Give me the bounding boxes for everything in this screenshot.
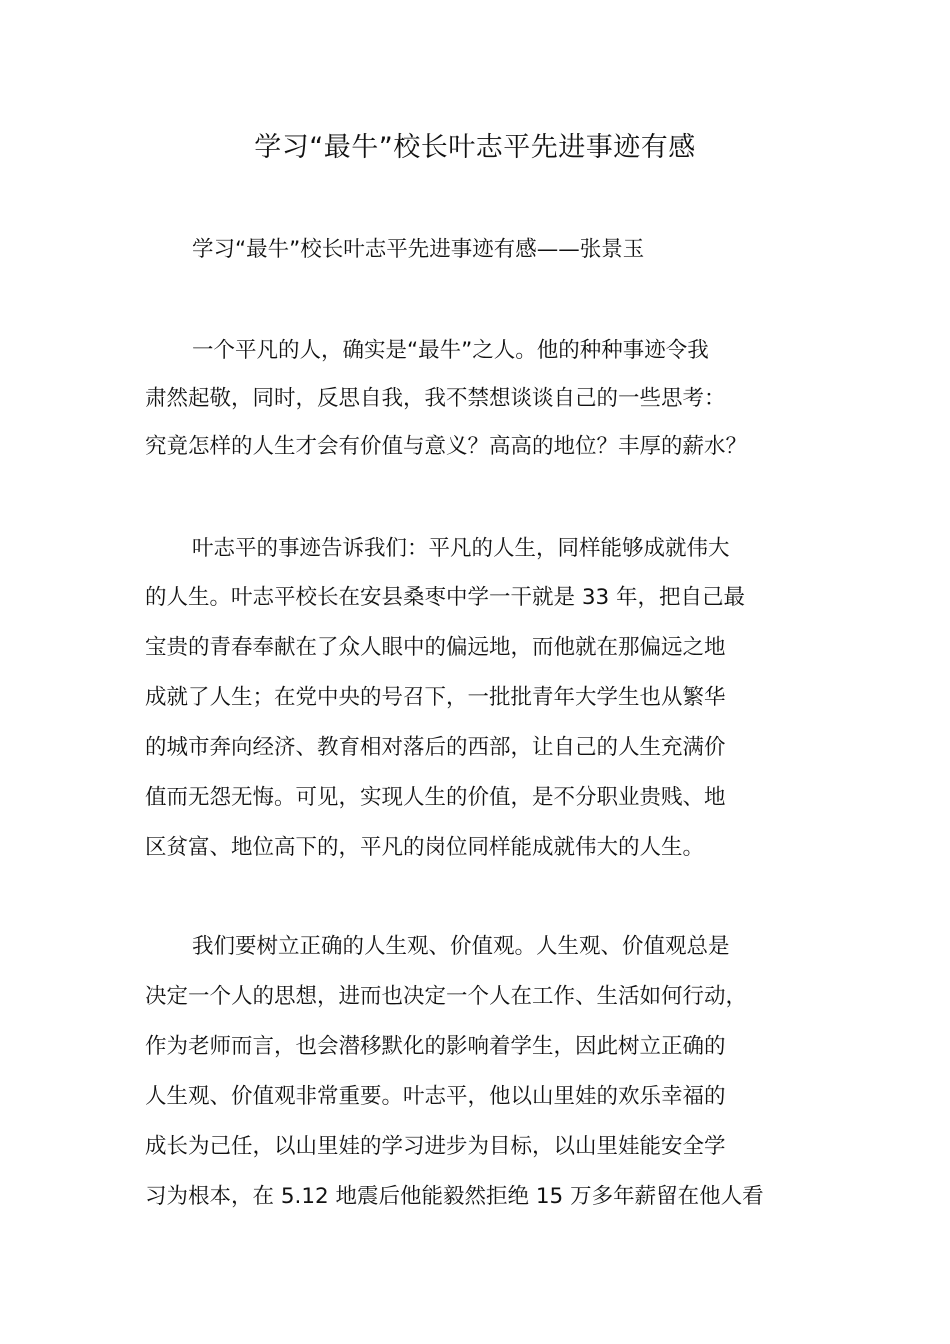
document-subtitle: 学习“最牛”校长叶志平先进事迹有感——张景玉	[192, 237, 645, 262]
paragraph-line: 叶志平的事迹告诉我们：平凡的人生，同样能够成就伟大	[192, 536, 730, 561]
document-title: 学习“最牛”校长叶志平先进事迹有感	[254, 132, 696, 163]
paragraph-line: 区贫富、地位高下的，平凡的岗位同样能成就伟大的人生。	[145, 835, 705, 860]
paragraph-line: 成长为己任，以山里娃的学习进步为目标，以山里娃能安全学	[145, 1134, 726, 1159]
paragraph-line: 人生观、价值观非常重要。叶志平，他以山里娃的欢乐幸福的	[145, 1084, 726, 1109]
paragraph-line: 决定一个人的思想，进而也决定一个人在工作、生活如何行动，	[145, 984, 748, 1009]
paragraph-line: 习为根本，在 5.12 地震后他能毅然拒绝 15 万多年薪留在他人看	[145, 1184, 764, 1209]
paragraph-line: 我们要树立正确的人生观、价值观。人生观、价值观总是	[192, 934, 730, 959]
paragraph-line: 宝贵的青春奉献在了众人眼中的偏远地，而他就在那偏远之地	[145, 635, 726, 660]
paragraph-line: 一个平凡的人，确实是“最牛”之人。他的种种事迹令我	[192, 338, 709, 363]
paragraph-line: 的城市奔向经济、教育相对落后的西部，让自己的人生充满价	[145, 735, 726, 760]
paragraph-line: 究竟怎样的人生才会有价值与意义？高高的地位？丰厚的薪水？	[145, 434, 748, 459]
paragraph-line: 成就了人生；在党中央的号召下，一批批青年大学生也从繁华	[145, 685, 726, 710]
paragraph-line: 肃然起敬，同时，反思自我，我不禁想谈谈自己的一些思考：	[145, 386, 726, 411]
paragraph-line: 的人生。叶志平校长在安县桑枣中学一干就是 33 年，把自己最	[145, 585, 746, 610]
paragraph-line: 作为老师而言，也会潜移默化的影响着学生，因此树立正确的	[145, 1034, 726, 1059]
paragraph-line: 值而无怨无悔。可见，实现人生的价值，是不分职业贵贱、地	[145, 785, 726, 810]
